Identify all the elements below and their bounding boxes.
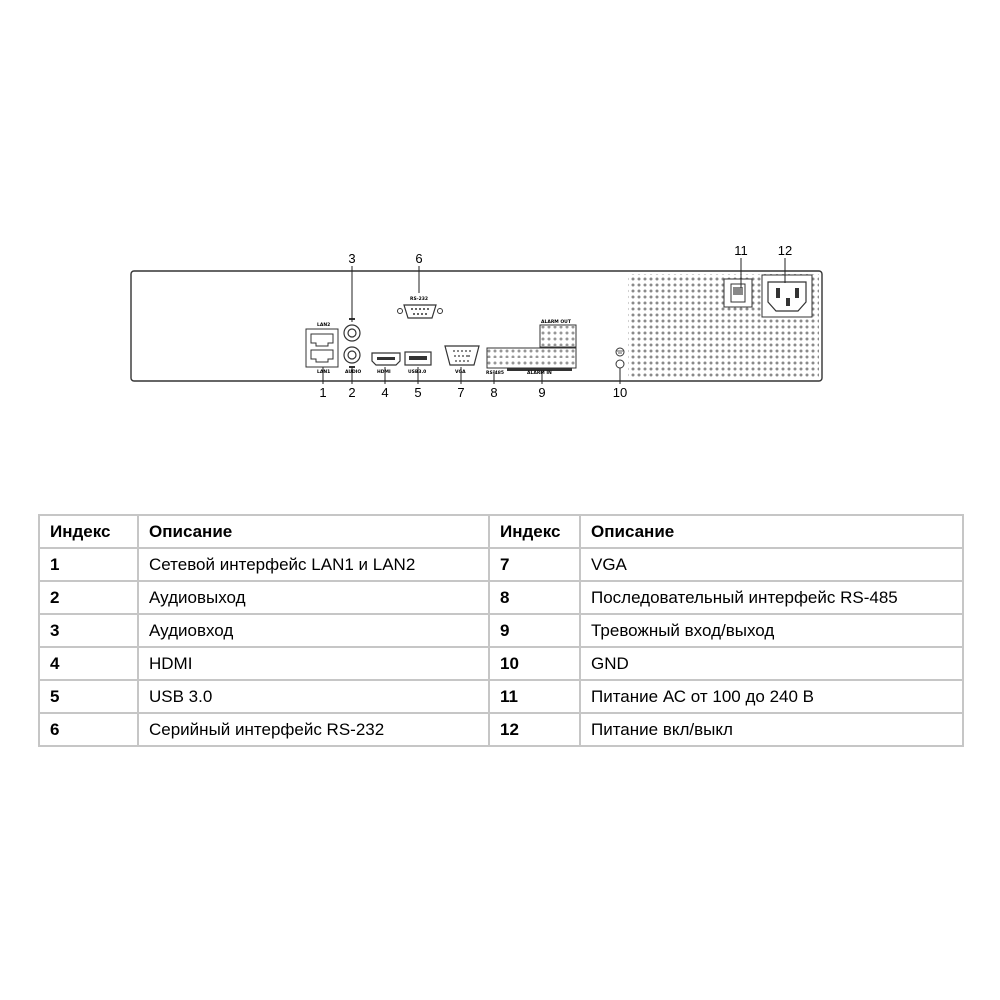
table-header-row [39, 515, 963, 548]
row-description-left: Серийный интерфейс RS-232 [138, 713, 489, 746]
row-index-left: 3 [39, 614, 138, 647]
row-index-right: 7 [489, 548, 580, 581]
callout-10: 10 [612, 385, 628, 400]
callout-9: 9 [538, 385, 546, 400]
alarm-out-label: ALARM OUT [541, 320, 571, 325]
header-description-left: Описание [138, 515, 489, 548]
rs485-label: RS-485 [486, 371, 504, 376]
lan-ports [306, 322, 338, 375]
callout-7: 7 [457, 385, 465, 400]
row-index-right: 8 [489, 581, 580, 614]
row-index-left: 5 [39, 680, 138, 713]
audio-label: AUDIO [345, 370, 362, 375]
row-description-left: USB 3.0 [138, 680, 489, 713]
callout-6: 6 [415, 251, 423, 266]
callout-3: 3 [348, 251, 356, 266]
row-index-left: 4 [39, 647, 138, 680]
table-row [39, 548, 963, 581]
lan1-label: LAN1 [317, 370, 331, 375]
table-row [39, 614, 963, 647]
header-description-right: Описание [580, 515, 963, 548]
usb-label: USB3.0 [408, 370, 427, 375]
row-description-right: Последовательный интерфейс RS-485 [580, 581, 963, 614]
alarm-in-label: ALARM IN [527, 371, 552, 376]
row-description-left: HDMI [138, 647, 489, 680]
row-index-right: 12 [489, 713, 580, 746]
table-row [39, 647, 963, 680]
row-index-left: 6 [39, 713, 138, 746]
vga-label: VGA [455, 370, 466, 375]
row-index-left: 1 [39, 548, 138, 581]
port-legend-table [38, 514, 964, 747]
row-description-right: VGA [580, 548, 963, 581]
header-index-left: Индекс [39, 515, 138, 548]
power-switch [724, 279, 752, 307]
ac-power-inlet [762, 275, 812, 317]
row-description-right: Тревожный вход/выход [580, 614, 963, 647]
callout-2: 2 [348, 385, 356, 400]
row-description-right: Питание АС от 100 до 240 В [580, 680, 963, 713]
row-description-right: GND [580, 647, 963, 680]
hdmi-label: HDMI [377, 370, 391, 375]
table-row [39, 680, 963, 713]
row-description-left: Сетевой интерфейс LAN1 и LAN2 [138, 548, 489, 581]
header-index-right: Индекс [489, 515, 580, 548]
row-description-right: Питание вкл/выкл [580, 713, 963, 746]
table-row [39, 713, 963, 746]
row-index-right: 9 [489, 614, 580, 647]
callout-12: 12 [777, 243, 793, 258]
row-index-left: 2 [39, 581, 138, 614]
callout-4: 4 [381, 385, 389, 400]
row-index-right: 11 [489, 680, 580, 713]
callout-11: 11 [734, 243, 748, 258]
row-description-left: Аудиовход [138, 614, 489, 647]
row-description-left: Аудиовыход [138, 581, 489, 614]
table-row [39, 581, 963, 614]
lan2-label: LAN2 [317, 323, 331, 328]
row-index-right: 10 [489, 647, 580, 680]
callout-5: 5 [414, 385, 422, 400]
callout-1: 1 [319, 385, 327, 400]
callout-8: 8 [490, 385, 498, 400]
rs232-label: RS-232 [410, 297, 428, 302]
